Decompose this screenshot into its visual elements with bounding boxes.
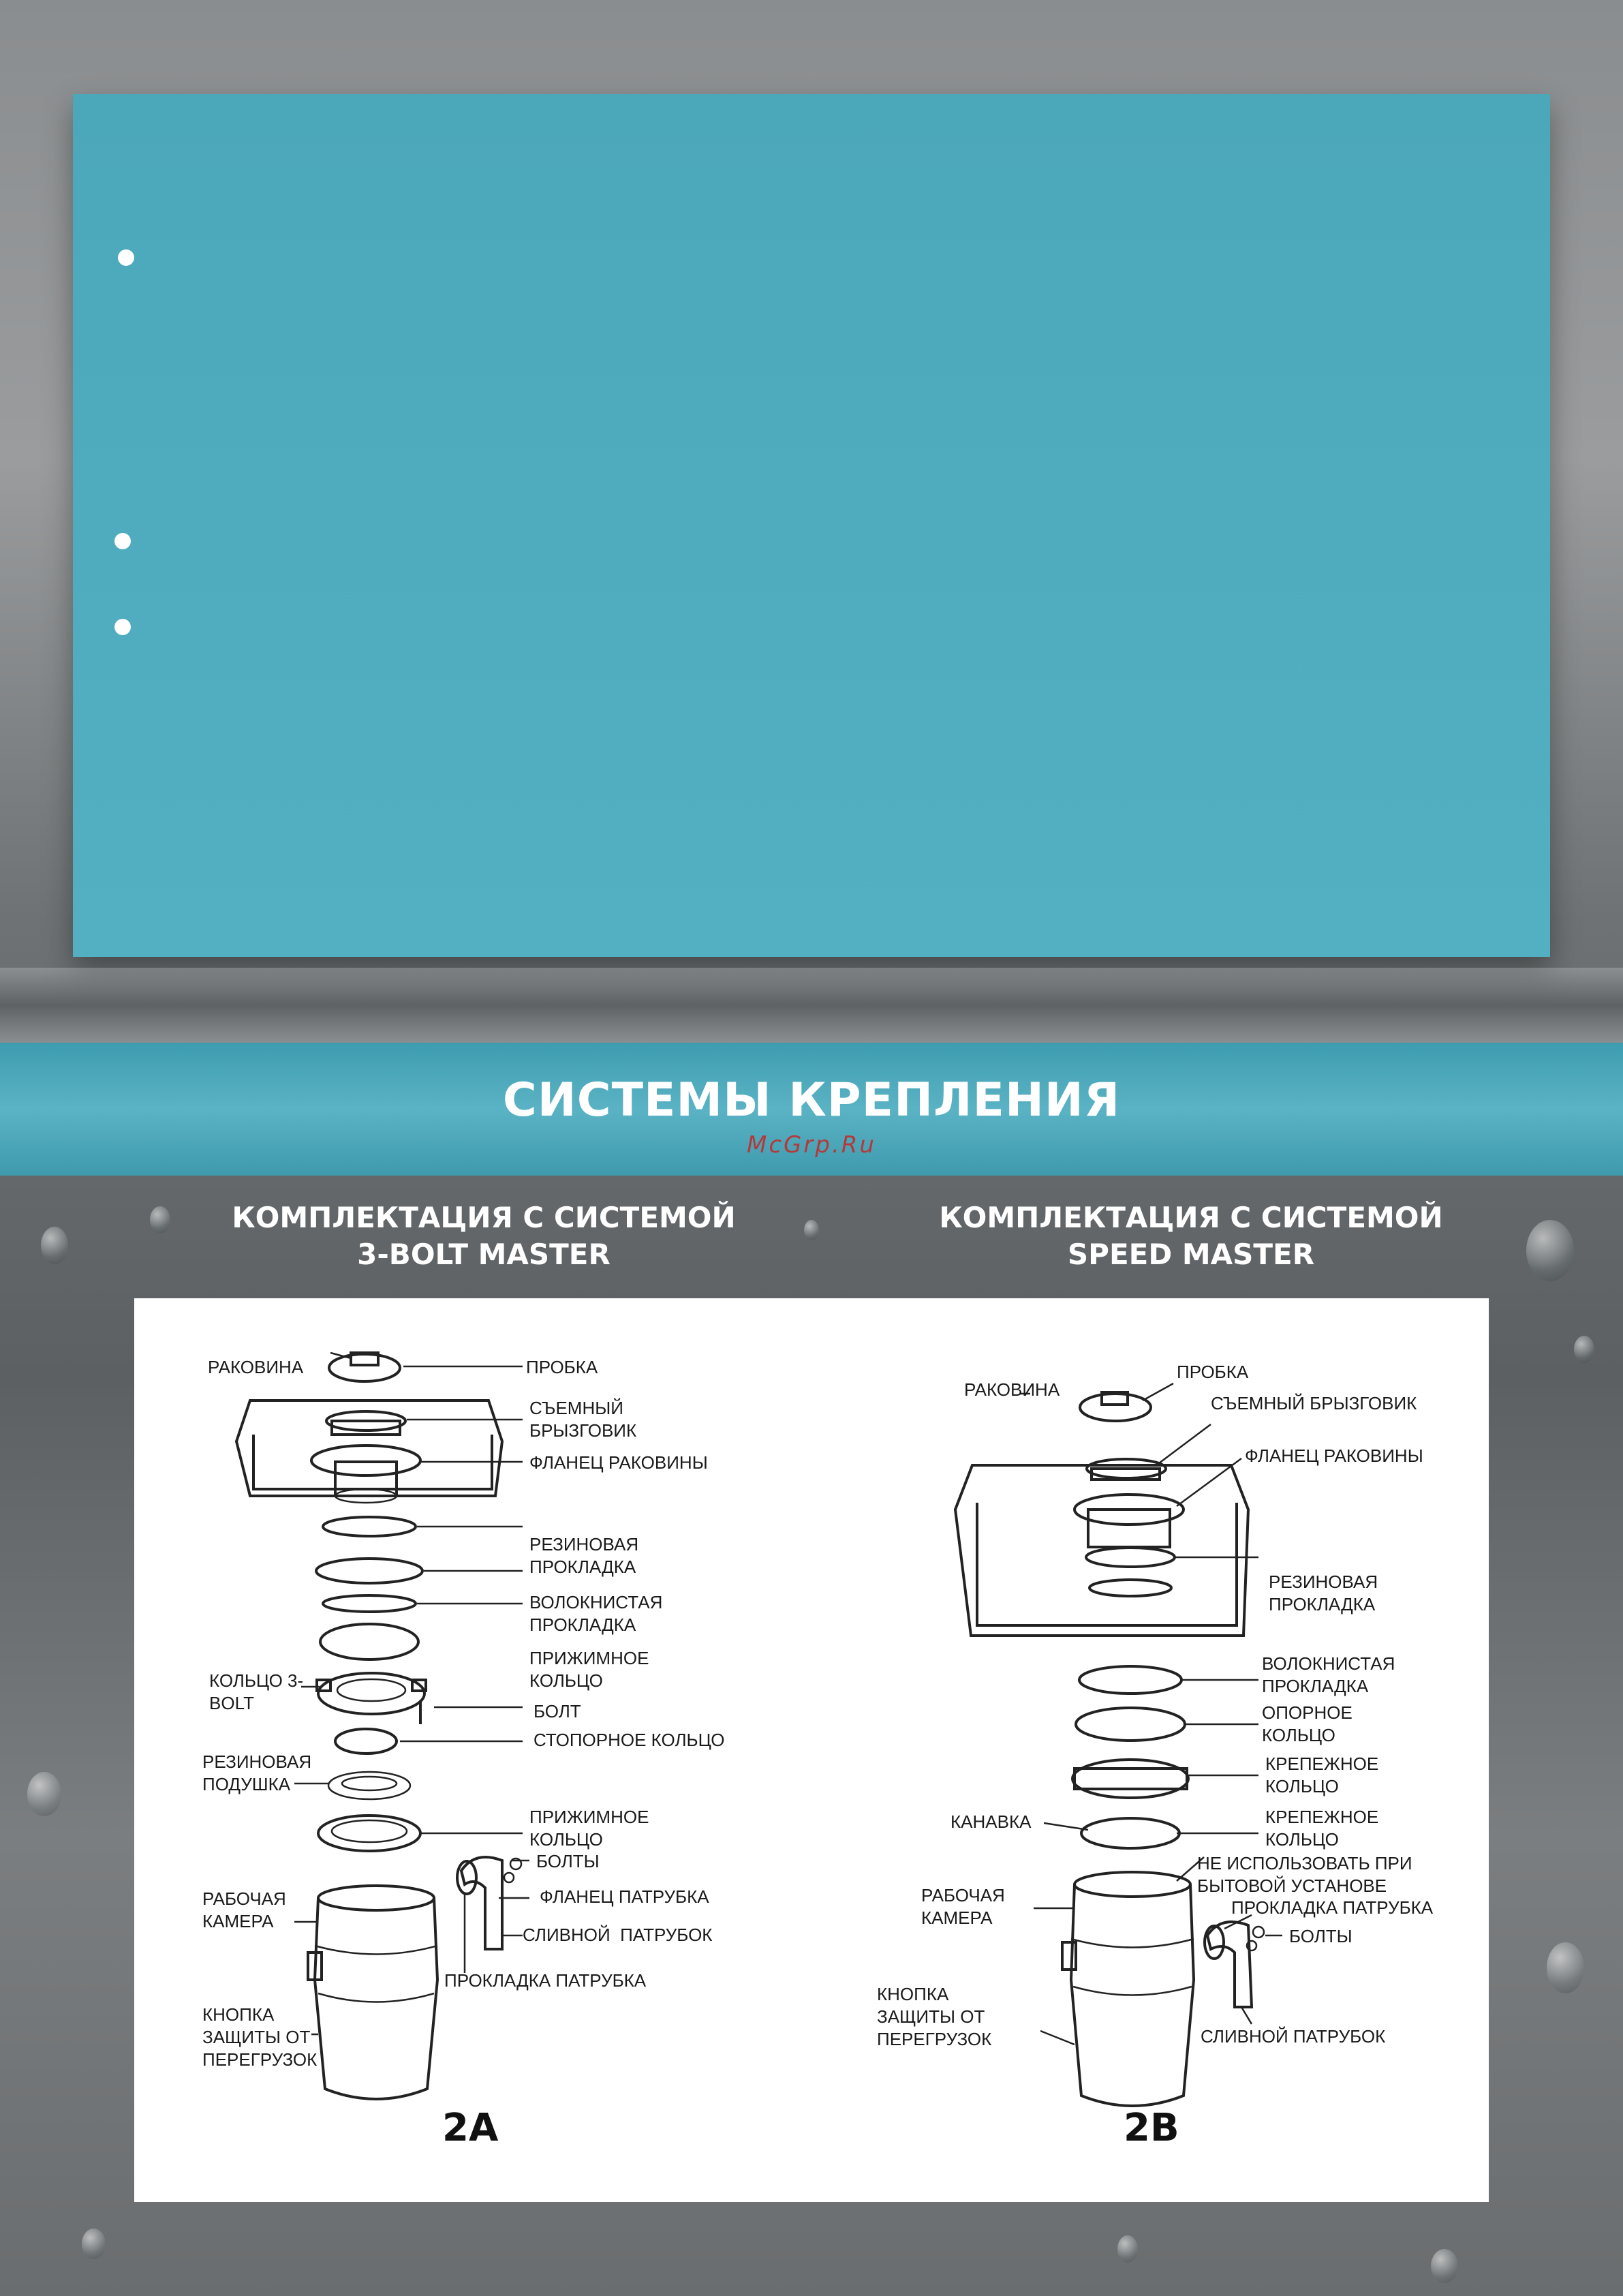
- right-heading-line2: SPEED MASTER: [1067, 1238, 1315, 1271]
- water-drop: [1574, 1336, 1594, 1363]
- label-probka-left: ПРОБКА: [526, 1357, 598, 1377]
- left-heading-line2: 3-BOLT MASTER: [357, 1238, 610, 1271]
- water-drop: [41, 1227, 68, 1264]
- bullet-marker: [118, 249, 134, 266]
- label-bryzgovik-left: СЪЕМНЫЙ БРЫЗГОВИК: [529, 1398, 637, 1441]
- label-rakovina-right: РАКОВИНА: [964, 1379, 1060, 1400]
- label-bolty-left: БОЛТЫ: [536, 1851, 600, 1871]
- label-flanets-left: ФЛАНЕЦ РАКОВИНЫ: [529, 1452, 708, 1473]
- bullet-marker: [114, 619, 131, 635]
- left-heading-line1: КОМПЛЕКТАЦИЯ С СИСТЕМОЙ: [232, 1201, 736, 1234]
- water-drop: [804, 1220, 819, 1240]
- label-flanets-right: ФЛАНЕЦ РАКОВИНЫ: [1245, 1445, 1423, 1466]
- right-heading: [884, 1199, 1498, 1273]
- label-rakovina-left: РАКОВИНА: [208, 1357, 304, 1377]
- left-heading: [177, 1199, 790, 1273]
- label-kanavka-right: КАНАВКА: [950, 1811, 1032, 1832]
- label-sliv-patrubok-left: СЛИВНОЙ ПАТРУБОК: [523, 1925, 713, 1945]
- figure-label-2a: 2А: [442, 2106, 499, 2150]
- label-rez-prokladka-right: РЕЗИНОВАЯ ПРОКЛАДКА: [1269, 1572, 1378, 1614]
- label-rez-prokladka-left: РЕЗИНОВАЯ ПРОКЛАДКА: [529, 1534, 639, 1577]
- label-sliv-patrubok-right: СЛИВНОЙ ПАТРУБОК: [1201, 2026, 1386, 2047]
- label-rez-podushka-left: РЕЗИНОВАЯ ПОДУШКА: [202, 1751, 312, 1794]
- water-drop: [27, 1772, 61, 1816]
- label-prizh-koltso1-left: ПРИЖИМНОЕ КОЛЬЦО: [529, 1648, 649, 1691]
- water-drop: [1117, 2235, 1138, 2263]
- right-heading-line1: КОМПЛЕКТАЦИЯ С СИСТЕМОЙ: [939, 1201, 1443, 1234]
- label-bryzgovik-right: СЪЕМНЫЙ БРЫЗГОВИК: [1211, 1393, 1417, 1413]
- label-opornoe-right: ОПОРНОЕ КОЛЬЦО: [1262, 1702, 1352, 1745]
- label-prizh-koltso2-left: ПРИЖИМНОЕ КОЛЬЦО: [529, 1807, 649, 1850]
- label-prokl-patrubka-right: ПРОКЛАДКА ПАТРУБКА: [1231, 1897, 1434, 1918]
- label-stopornoe-left: СТОПОРНОЕ КОЛЬЦО: [534, 1730, 725, 1750]
- label-bolt-left: БОЛТ: [534, 1701, 581, 1721]
- label-knopka-left: КНОПКА ЗАЩИТЫ ОТ ПЕРЕГРУЗОК: [202, 2004, 318, 2070]
- label-prokl-patrubka-left: ПРОКЛАДКА ПАТРУБКА: [444, 1970, 647, 1991]
- top-info-panel: [73, 94, 1550, 957]
- watermark: McGrp.Ru: [747, 1131, 876, 1159]
- label-volok-prokladka-left: ВОЛОКНИСТАЯ ПРОКЛАДКА: [529, 1592, 663, 1635]
- label-ne-ispolzovat-right: НЕ ИСПОЛЬЗОВАТЬ ПРИ БЫТОВОЙ УСТАНОВЕ: [1197, 1853, 1412, 1896]
- water-drop: [1526, 1220, 1574, 1281]
- label-bolty-right: БОЛТЫ: [1289, 1926, 1352, 1946]
- label-koltso-3bolt-left: КОЛЬЦО 3- BOLT: [209, 1670, 304, 1713]
- diagram-panel: [134, 1298, 1489, 2202]
- label-rab-kamera-left: РАБОЧАЯ КАМЕРА: [202, 1888, 286, 1931]
- section-title: СИСТЕМЫ КРЕПЛЕНИЯ: [502, 1073, 1121, 1127]
- water-splash-band: [0, 968, 1623, 1043]
- water-drop: [1431, 2249, 1458, 2283]
- label-knopka-right: КНОПКА ЗАЩИТЫ ОТ ПЕРЕГРУЗОК: [877, 1984, 992, 2049]
- diagram-3bolt-drawing: [134, 1298, 1489, 2202]
- water-drop: [82, 2229, 106, 2259]
- label-krep-koltso1-right: КРЕПЕЖНОЕ КОЛЬЦО: [1265, 1754, 1379, 1796]
- label-flanets-patrubka-left: ФЛАНЕЦ ПАТРУБКА: [540, 1886, 709, 1907]
- label-rab-kamera-right: РАБОЧАЯ КАМЕРА: [921, 1885, 1005, 1928]
- water-drop: [150, 1206, 170, 1234]
- figure-label-2b: 2В: [1124, 2106, 1179, 2150]
- label-volok-prokladka-right: ВОЛОКНИСТАЯ ПРОКЛАДКА: [1262, 1653, 1395, 1696]
- label-krep-koltso2-right: КРЕПЕЖНОЕ КОЛЬЦО: [1265, 1807, 1379, 1850]
- bullet-marker: [114, 533, 131, 549]
- label-probka-right: ПРОБКА: [1177, 1362, 1249, 1382]
- water-drop: [1547, 1942, 1584, 1993]
